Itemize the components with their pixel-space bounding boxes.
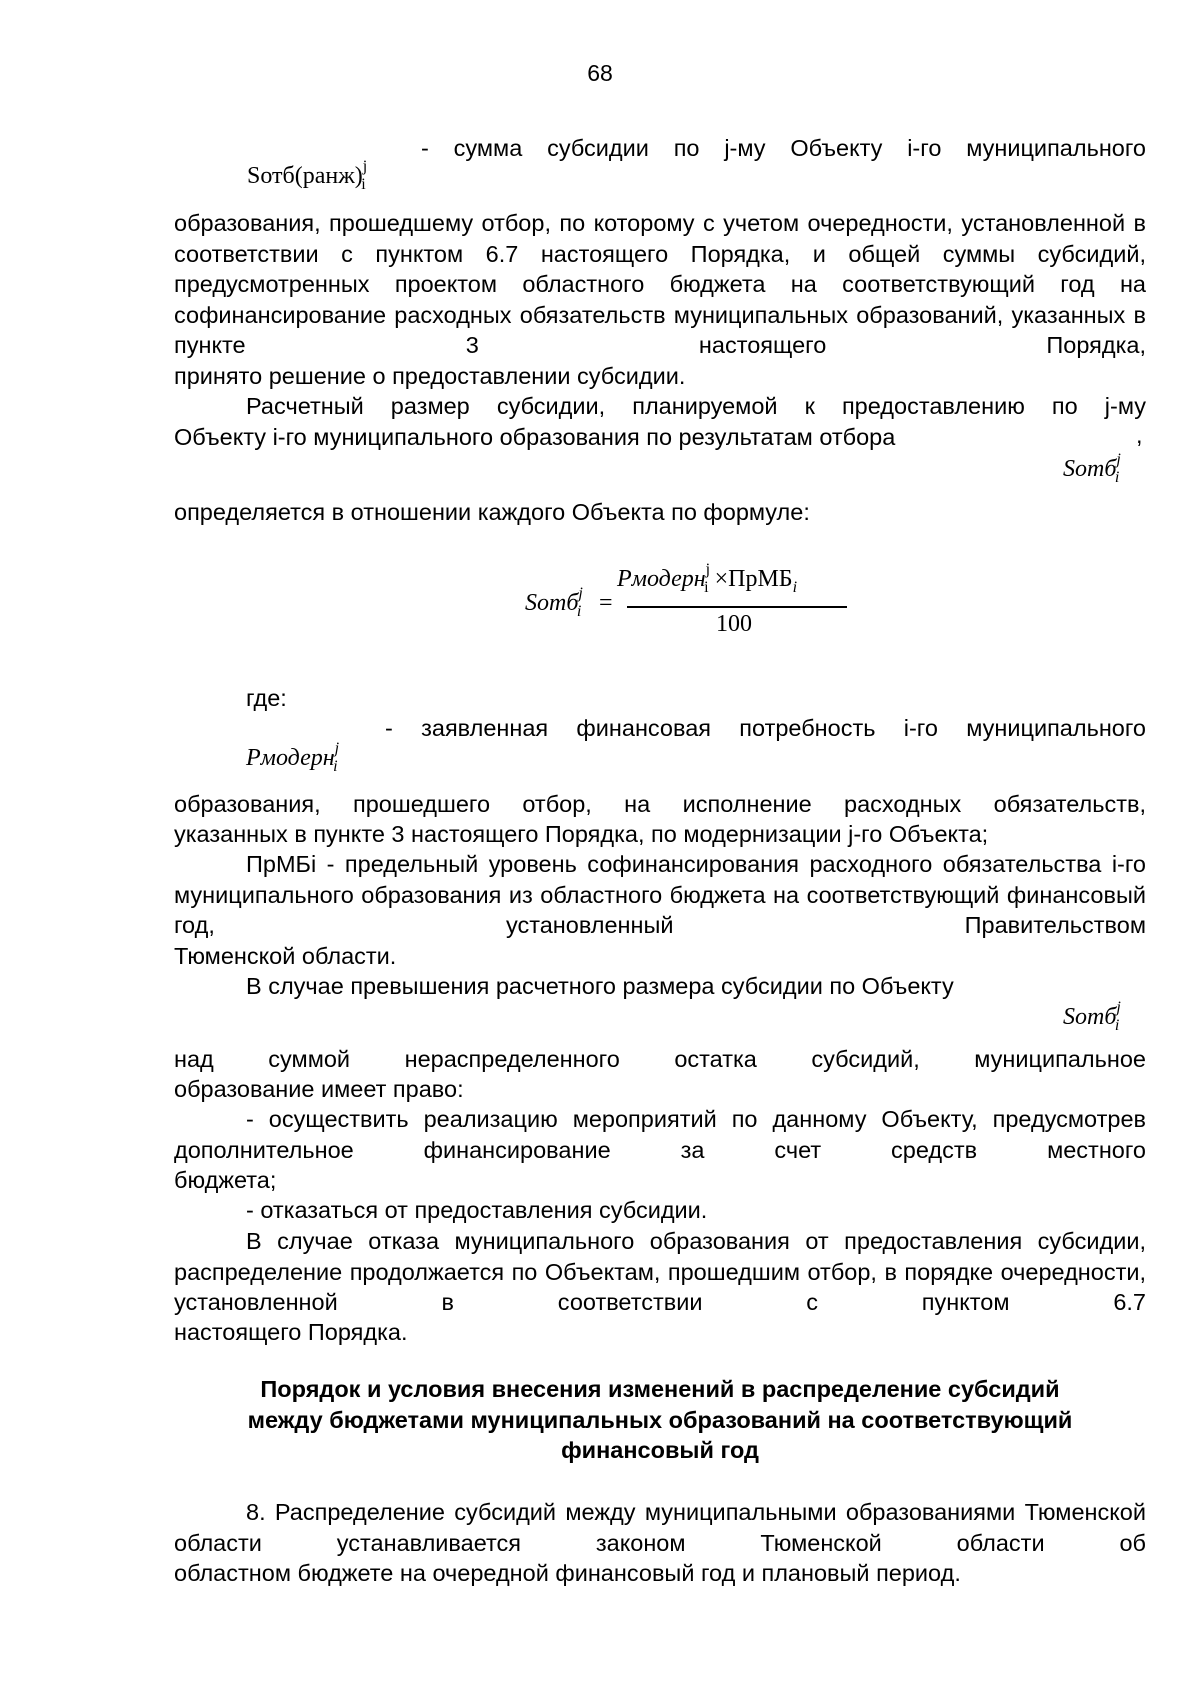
p9-last-line: областном бюджете на очередной финансовый год и плановый период.	[174, 1560, 961, 1586]
p3-body: образования, прошедшего отбор, на исполнение расходных обязательств,	[174, 791, 1146, 817]
section-heading-line-1: Порядок и условия внесения изменений в распределение субсидий	[260, 1376, 1060, 1402]
p8-body: В случае отказа муниципального образования от предоставления субсидии, распределение продолжается по Объектам, прошедшим отбор, в порядке очередности, установленной в соответствии с пунктом 6.7	[174, 1228, 1146, 1315]
symbol-sotb-inline: Sотб$^j_i$	[1063, 451, 1121, 486]
p5-first-line: В случае превышения расчетного размера субсидии по Объекту	[246, 973, 954, 999]
p5-last-line: образование имеет право:	[174, 1076, 464, 1102]
symbol-sotb-inline-2: Sотб$^j_i$	[1063, 999, 1121, 1034]
p2-third-line: определяется в отношении каждого Объекта по формуле:	[174, 499, 810, 525]
p6-body: - осуществить реализацию мероприятий по данному Объекту, предусмотрев дополнительное финансирование за счет средств местного	[174, 1106, 1146, 1163]
page-number: 68	[587, 60, 613, 86]
p7-line: - отказаться от предоставления субсидии.	[246, 1197, 708, 1223]
p8-last-line: настоящего Порядка.	[174, 1319, 408, 1345]
where-label: где:	[246, 685, 287, 711]
p1-last-line: принято решение о предоставлении субсидии.	[174, 363, 686, 389]
formula-lhs: Sотб$^j_i$	[525, 585, 583, 620]
symbol-rmodern: Рмодерн$^j_i$	[246, 740, 340, 775]
formula-equals: =	[599, 590, 613, 616]
p2-comma: ,	[1136, 422, 1143, 448]
p3-last-line: указанных в пункте 3 настоящего Порядка, по модернизации j-го Объекта;	[174, 821, 989, 847]
p4-body: ПрМБi - предельный уровень софинансирования расходного обязательства i-го муниципального образования из областного бюджета на соответствующий финансовый год, установленный Правительством	[174, 851, 1146, 938]
p5-second-line: над суммой нераспределенного остатка субсидий, муниципальное	[174, 1046, 1146, 1072]
p9-body: 8. Распределение субсидий между муниципальными образованиями Тюменской области устанавливается законом Тюменской области об	[174, 1499, 1146, 1556]
p1-first-line: - сумма субсидии по j-му Объекту i-го муниципального	[421, 135, 1146, 161]
section-heading-line-3: финансовый год	[561, 1437, 759, 1463]
p1-body: образования, прошедшему отбор, по которому с учетом очередности, установленной в соответствии с пунктом 6.7 настоящего Порядка, и общей суммы субсидий, предусмотренных проектом областного бюджета на соответствующий год на софинансирование расходных обязательств муниципальных образований, указанных в пункте 3 настоящего Порядка,	[174, 210, 1146, 358]
formula-numerator: Рмодерн$^j_i$ ×ПрМБ$_i$	[617, 561, 798, 596]
p2-first-line: Расчетный размер субсидии, планируемой к предоставлению по j-му	[246, 393, 1146, 419]
p2-second-line: Объекту i-го муниципального образования по результатам отбора	[174, 424, 896, 450]
p4-last-line: Тюменской области.	[174, 943, 397, 969]
p6-last-line: бюджета;	[174, 1167, 277, 1193]
symbol-sotb-ranzh: Sотб(ранж)$^j_i$	[247, 158, 368, 193]
formula-denominator: 100	[716, 611, 752, 637]
p3-first-line: - заявленная финансовая потребность i-го муниципального	[385, 715, 1146, 741]
section-heading-line-2: между бюджетами муниципальных образований на соответствующий	[247, 1407, 1073, 1433]
fraction-line	[627, 606, 847, 608]
